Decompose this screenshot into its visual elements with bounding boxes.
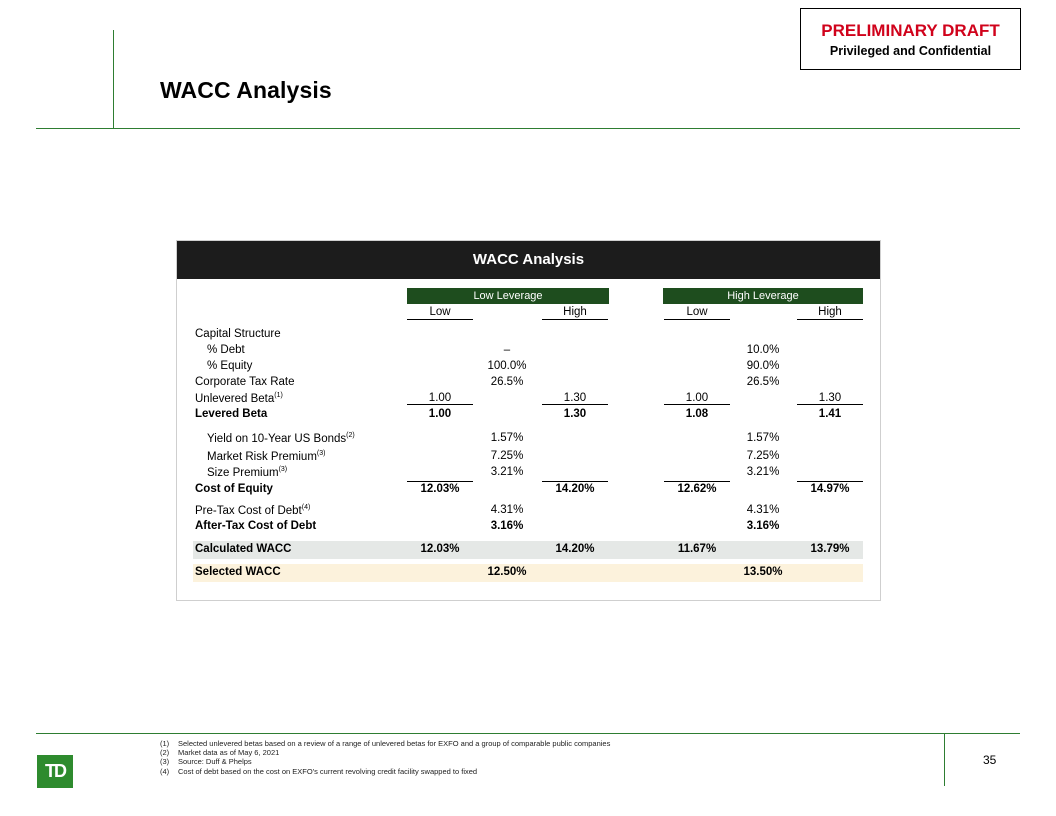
cell-low-leverage: 3.21% (490, 466, 524, 478)
footer-horizontal-rule (36, 733, 1020, 734)
footnote: (3) Source: Duff & Phelps (160, 757, 252, 767)
cell-high-leverage: 26.5% (746, 376, 780, 388)
table-row (177, 376, 880, 392)
cell-high-leverage: 13.50% (743, 566, 783, 578)
row-label: Unlevered Beta$^{(1)}$ (195, 392, 283, 405)
cell-high-leverage-low: 11.67% (677, 543, 717, 555)
cell-low-leverage-high: 14.20% (555, 483, 595, 495)
cell-low-leverage-low: 12.03% (420, 543, 460, 555)
cell-high-leverage-low: 1.00 (664, 392, 730, 405)
cell-high-leverage: 4.31% (746, 504, 780, 516)
footer-vertical-rule (944, 733, 945, 786)
cell-high-leverage-high: 1.30 (797, 392, 863, 405)
row-label: Yield on 10-Year US Bonds$^{(2)}$ (207, 432, 355, 445)
cell-low-leverage: 7.25% (490, 450, 524, 462)
footnote: (4) Cost of debt based on the cost on EXFO's current revolving credit facility swapped to fixed (160, 766, 478, 776)
cell-low-leverage: 3.16% (490, 520, 524, 532)
group-low-leverage: Low Leverage (407, 288, 609, 304)
row-label: % Equity (207, 360, 253, 372)
header-vertical-rule (113, 30, 114, 129)
row-label: Size Premium$^{(3)}$ (207, 466, 288, 479)
table-header: WACC Analysis (177, 241, 880, 279)
cell-low-leverage-high: 1.30 (542, 392, 608, 405)
table-row (177, 504, 880, 520)
row-label: Selected WACC (195, 566, 281, 578)
row-label: Corporate Tax Rate (195, 376, 295, 388)
cell-high-leverage-high: 13.79% (810, 543, 850, 555)
page-number: 35 (983, 753, 997, 767)
cell-low-leverage-low: 1.00 (428, 408, 452, 420)
row-label: Market Risk Premium$^{(3)}$ (207, 450, 326, 463)
cell-low-leverage: 1.57% (490, 432, 524, 444)
cell-high-leverage-low: 1.08 (685, 408, 709, 420)
draft-title: PRELIMINARY DRAFT (821, 21, 1000, 40)
table-row (177, 520, 880, 536)
underline (407, 481, 473, 482)
underline (542, 481, 608, 482)
column-header-low-2: Low (664, 306, 730, 320)
cell-high-leverage: 90.0% (746, 360, 780, 372)
table-row (177, 543, 880, 559)
underline (664, 481, 730, 482)
cell-low-leverage: 4.31% (490, 504, 524, 516)
row-label: Calculated WACC (195, 543, 292, 555)
cell-low-leverage-high: 14.20% (555, 543, 595, 555)
cell-high-leverage: 1.57% (746, 432, 780, 444)
row-label: Pre-Tax Cost of Debt$^{(4)}$ (195, 504, 311, 517)
table-row (177, 566, 880, 582)
underline (797, 481, 863, 482)
header-horizontal-rule (36, 128, 1020, 129)
cell-low-leverage-low: 1.00 (407, 392, 473, 405)
page-title: WACC Analysis (160, 77, 332, 103)
row-label: Levered Beta (195, 408, 268, 420)
table-row (177, 392, 880, 408)
draft-subtitle: Privileged and Confidential (829, 44, 992, 58)
group-high-leverage: High Leverage (663, 288, 863, 304)
cell-low-leverage: 26.5% (490, 376, 524, 388)
row-label: Capital Structure (195, 328, 281, 340)
table-row (177, 466, 880, 482)
cell-low-leverage-high: 1.30 (563, 408, 587, 420)
draft-stamp (800, 8, 1021, 70)
cell-high-leverage-high: 1.41 (818, 408, 842, 420)
cell-low-leverage: – (503, 344, 511, 356)
table-row (177, 408, 880, 424)
cell-high-leverage: 7.25% (746, 450, 780, 462)
table-row (177, 483, 880, 499)
row-label: After-Tax Cost of Debt (195, 520, 317, 532)
wacc-table-panel (176, 240, 881, 601)
cell-high-leverage-high: 14.97% (810, 483, 850, 495)
cell-high-leverage-low: 12.62% (677, 483, 717, 495)
cell-low-leverage-low: 12.03% (420, 483, 460, 495)
column-header-high-1: High (542, 306, 608, 320)
footnote: (1) Selected unlevered betas based on a review of a range of unlevered betas for EXFO and a group of comparable public companies (160, 739, 611, 748)
table-row (177, 450, 880, 466)
cell-high-leverage: 3.16% (746, 520, 780, 532)
column-header-high-2: High (797, 306, 863, 320)
cell-high-leverage: 10.0% (746, 344, 780, 356)
footnotes (160, 739, 610, 776)
cell-high-leverage: 3.21% (746, 466, 780, 478)
cell-low-leverage: 12.50% (487, 566, 527, 578)
row-label: Cost of Equity (195, 483, 273, 495)
row-label: % Debt (207, 344, 245, 356)
cell-low-leverage: 100.0% (487, 360, 527, 372)
td-logo: TD (37, 755, 73, 788)
table-row (177, 432, 880, 448)
column-header-low-1: Low (407, 306, 473, 320)
table-row (177, 344, 880, 360)
footnote: (2) Market data as of May 6, 2021 (160, 748, 280, 758)
table-row (177, 360, 880, 376)
table-row (177, 328, 880, 344)
